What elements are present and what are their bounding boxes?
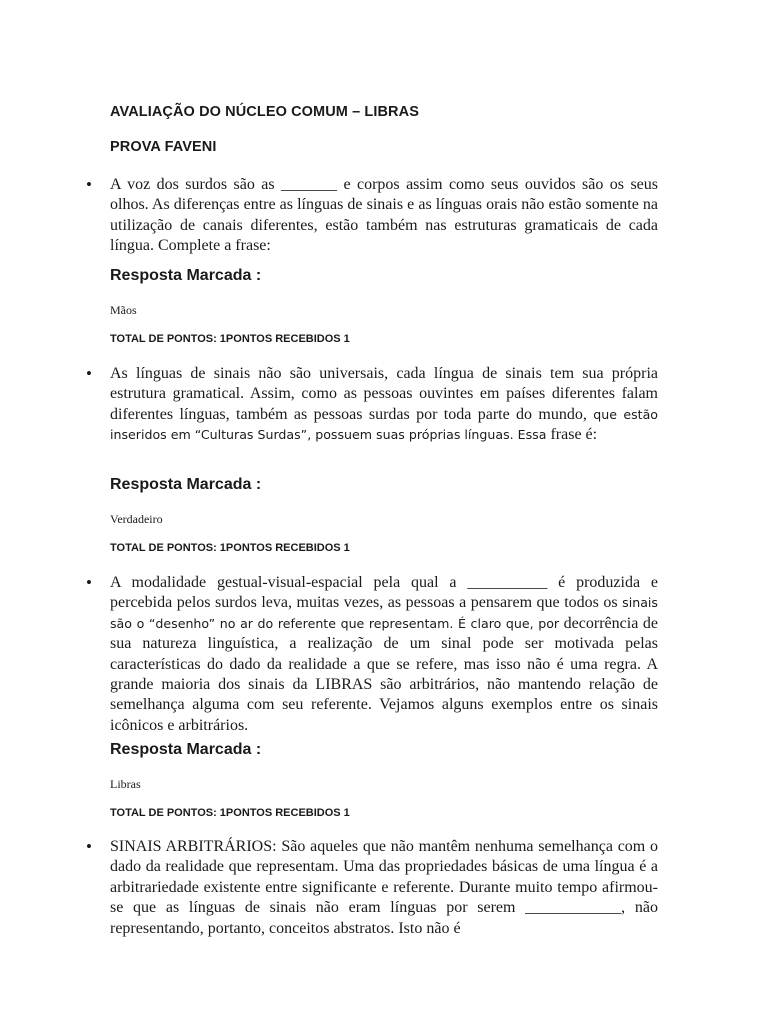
question-text-part: A voz dos surdos são as _______ e corpos assim como seus ouvidos são os seus olhos. As diferenças entre as línguas de sinais e as línguas orais não estão somente na utilização de canais diferentes, estão também nas estruturas gramaticais de cada língua. Complete a frase: — [110, 176, 658, 255]
score-line: TOTAL DE PONTOS: 1PONTOS RECEBIDOS 1 — [110, 807, 350, 819]
question-text-part: que estão inseridos em “Culturas Surdas”, possuem suas próprias línguas. Essa — [110, 406, 658, 443]
response-label: Resposta Marcada : — [110, 267, 262, 284]
bullet: • — [86, 573, 92, 592]
question-item — [86, 573, 658, 736]
bullet: • — [86, 364, 92, 383]
question-text-part: A modalidade gestual-visual-espacial pela qual a __________ é produzida e percebida pelos surdos leva, muitas vezes, as pessoas a pensarem que todos os — [110, 574, 658, 612]
question-item — [86, 837, 658, 939]
score-line: TOTAL DE PONTOS: 1PONTOS RECEBIDOS 1 — [110, 542, 350, 554]
bullet: • — [86, 837, 92, 856]
response-label: Resposta Marcada : — [110, 741, 262, 758]
bullet: • — [86, 175, 92, 194]
question-text-part: frase é: — [546, 426, 598, 444]
question-text-part: sinais são o “desenho” no ar do referente que representam. É claro que, por — [110, 595, 658, 631]
score-line: TOTAL DE PONTOS: 1PONTOS RECEBIDOS 1 — [110, 333, 350, 345]
question-text — [110, 573, 658, 736]
response-label: Resposta Marcada : — [110, 476, 262, 493]
question-text — [110, 837, 658, 939]
answer-value: Verdadeiro — [110, 512, 163, 526]
question-text-part: As línguas de sinais não são universais, cada língua de sinais tem sua própria estrutura gramatical. Assim, como as pessoas ouvintes em países diferentes falam diferentes línguas, também as pessoas surdas por toda parte do mundo, — [110, 365, 658, 423]
question-item — [86, 175, 658, 257]
question-text — [110, 175, 658, 257]
question-text — [110, 364, 658, 446]
question-text-part: decorrência de sua natureza linguística, a realização de um sinal pode ser motivada pelas características do dado da realidade a que se refere, mas isso não é uma regra. A grande maioria dos sinais da LIBRAS são arbitrários, não mantendo relação de semelhança alguma com seu referente. Vejamos alguns exemplos entre os sinais icônicos e arbitrários. — [110, 614, 658, 734]
question-text-part: SINAIS ARBITRÁRIOS: São aqueles que não mantêm nenhuma semelhança com o dado da realidade que representam. Uma das propriedades básicas de uma língua é a arbitrariedade existente entre significante e referente. Durante muito tempo afirmou-se que as línguas de sinais não eram línguas por serem ____________, não representando, portanto, conceitos abstratos. Isto não é — [110, 838, 658, 937]
answer-value: Libras — [110, 777, 141, 791]
answer-value: Mãos — [110, 303, 137, 317]
question-item — [86, 364, 658, 446]
document-subtitle: PROVA FAVENI — [110, 139, 217, 155]
document-title: AVALIAÇÃO DO NÚCLEO COMUM – LIBRAS — [110, 104, 419, 120]
